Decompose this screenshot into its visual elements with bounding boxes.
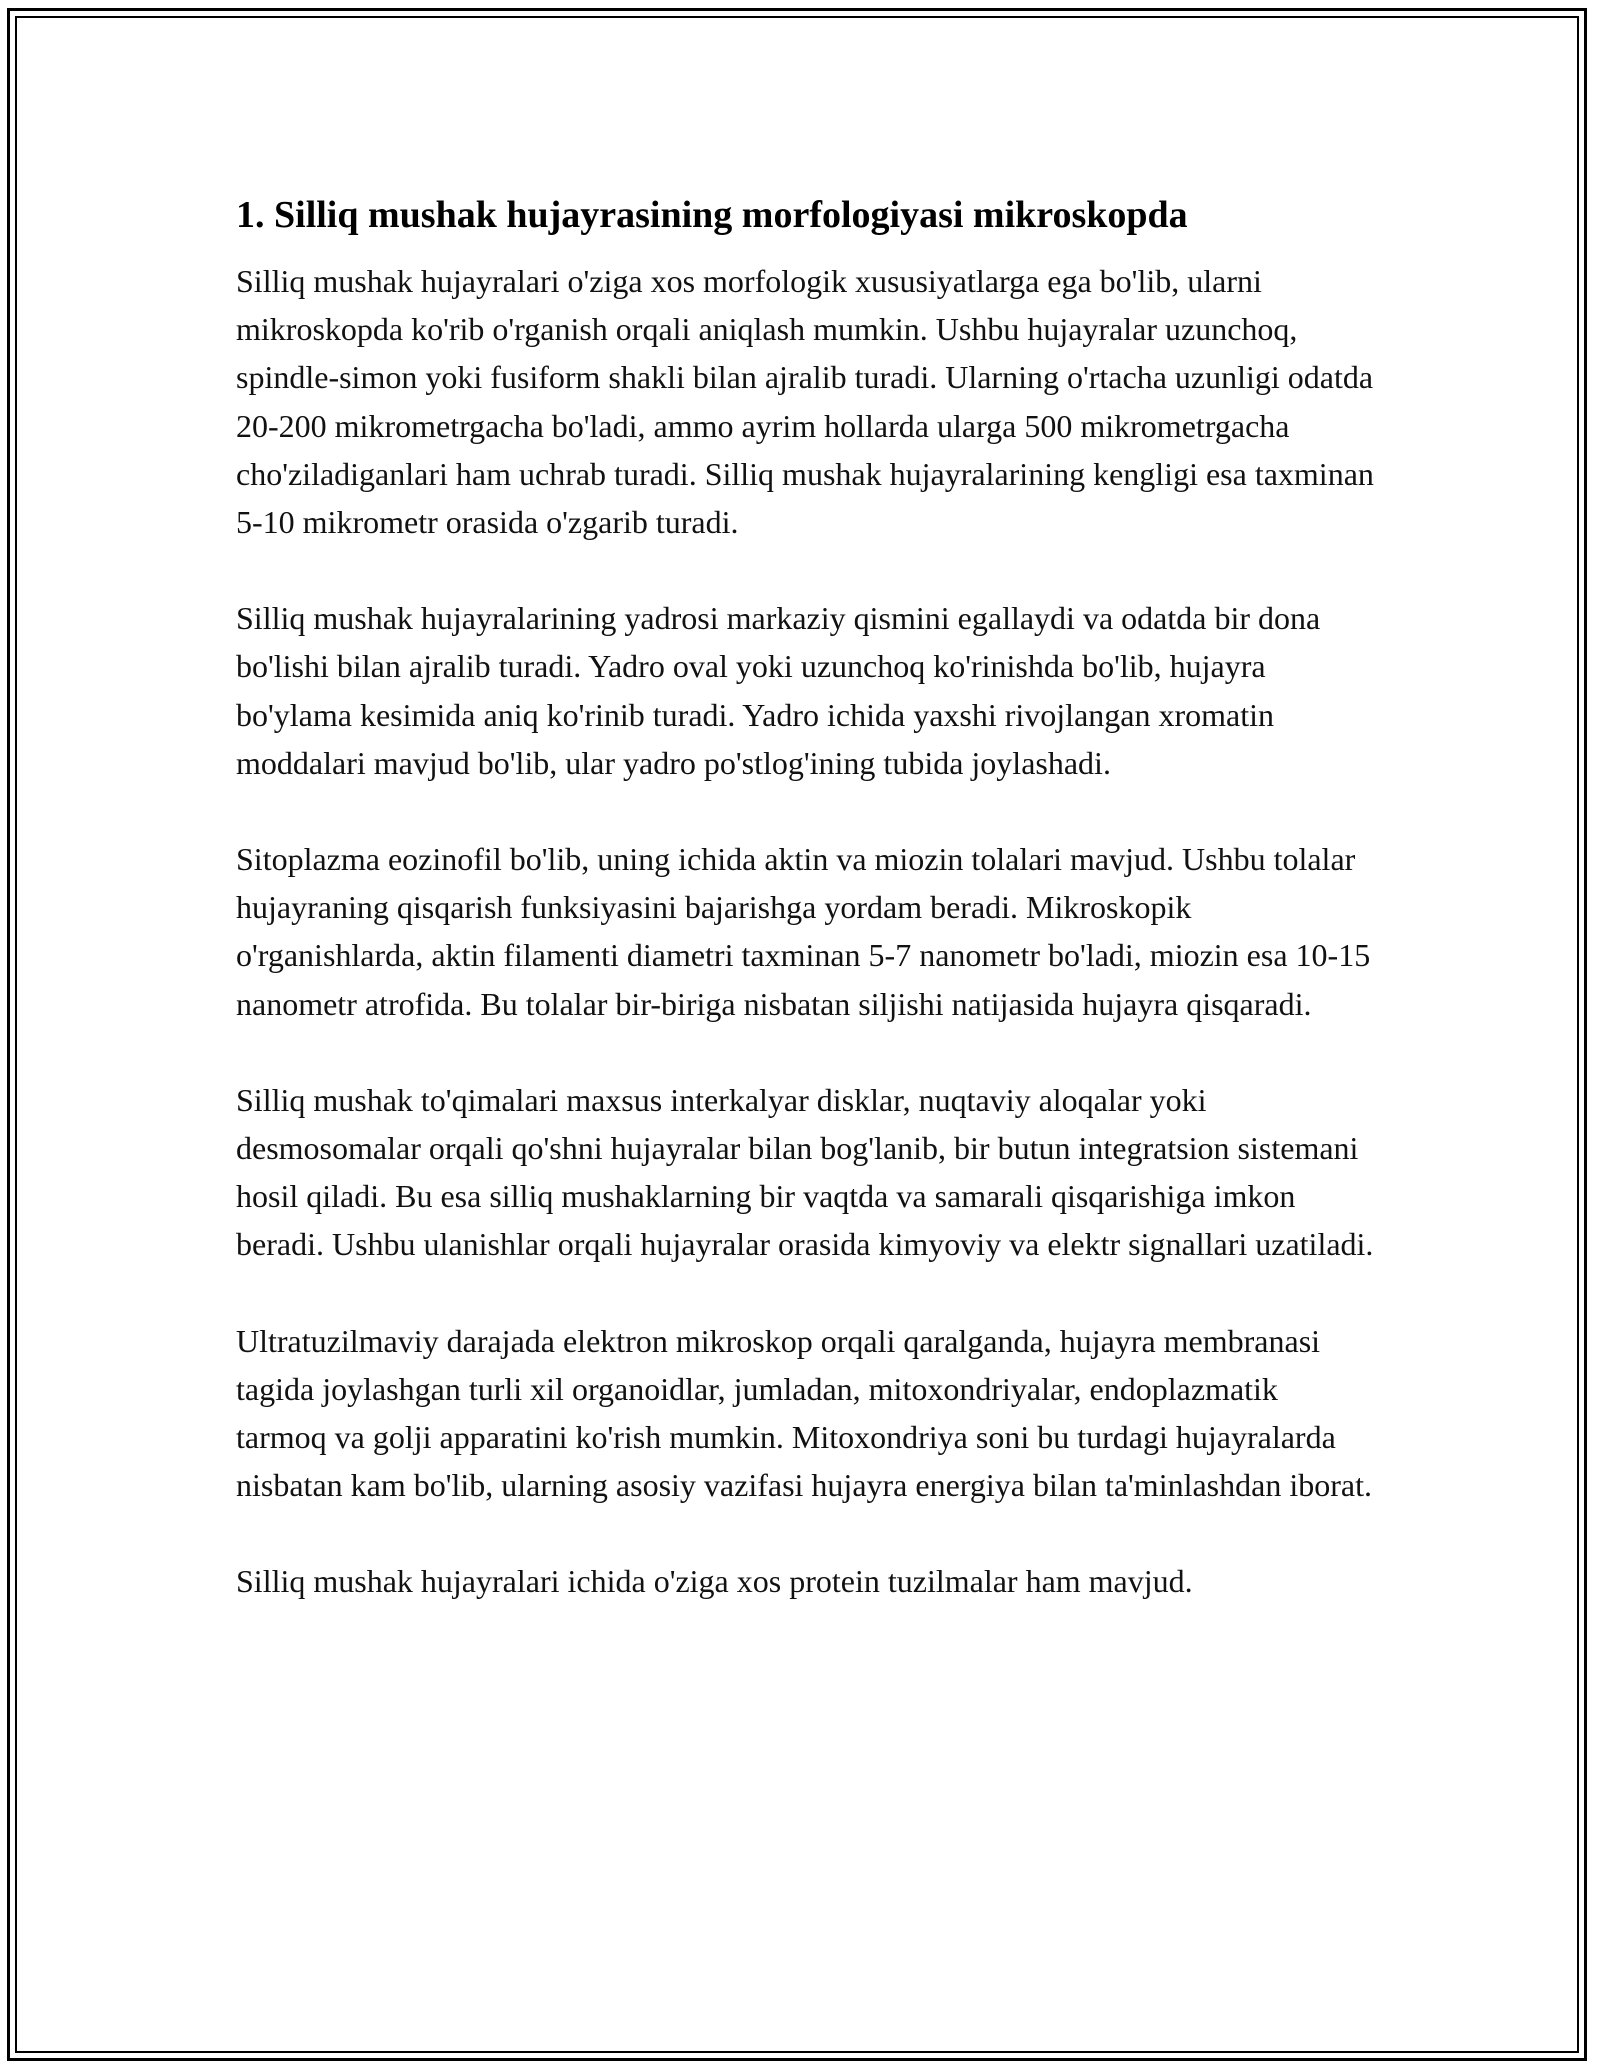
paragraph-cytoplasm: Sitoplazma eozinofil bo'lib, uning ichida aktin va miozin tolalari mavjud. Ushbu tolalar hujayraning qisqarish funksiyasini bajarishga yordam beradi. Mikroskopik o'rganishlarda, aktin filamenti diametri taxminan 5-7 nanometr bo'ladi, miozin esa 10-15 nanometr atrofida. Bu tolalar bir-biriga nisbatan siljishi natijasida hujayra qisqaradi. [236,841,1371,1022]
paragraph-ultrastructure: Ultratuzilmaviy darajada elektron mikroskop orqali qaralganda, hujayra membranasi tagida joylashgan turli xil organoidlar, jumladan, mitoxondriyalar, endoplazmatik tarmoq va golji apparatini ko'rish mumkin. Mitoxondriya soni bu turdagi hujayralarda nisbatan kam bo'lib, ularning asosiy vazifasi hujayra energiya bilan ta'minlashdan iborat. [236,1322,1372,1504]
paragraph-junctions: Silliq mushak to'qimalari maxsus interkalyar disklar, nuqtaviy aloqalar yoki desmosomalar orqali qo'shni hujayralar bilan bog'lanib, bir butun integratsion sistemani hosil qiladi. Bu esa silliq mushaklarning bir vaqtda va samarali qisqarishiga imkon beradi. Ushbu ulanishlar orqali hujayralar orasida kimyoviy va elektr signallari uzatiladi. [236,1081,1374,1263]
paragraph-proteins: Silliq mushak hujayralari ichida o'ziga xos protein tuzilmalar ham mavjud. [236,1563,1193,1600]
section-heading: 1. Silliq mushak hujayrasining morfologiyasi mikroskopda [236,194,1188,236]
paragraph-nucleus: Silliq mushak hujayralarining yadrosi markaziy qismini egallaydi va odatda bir dona bo'lishi bilan ajralib turadi. Yadro oval yoki uzunchoq ko'rinishda bo'lib, hujayra bo'ylama kesimida aniq ko'rinib turadi. Yadro ichida yaxshi rivojlangan xromatin moddalari mavjud bo'lib, ular yadro po'stlog'ining tubida joylashadi. [236,600,1321,781]
document-body [236,190,1376,1606]
paragraph-morphology: Silliq mushak hujayralari o'ziga xos morfologik xususiyatlarga ega bo'lib, ularni mikroskopda ko'rib o'rganish orqali aniqlash mumkin. Ushbu hujayralar uzunchoq, spindle-simon yoki fusiform shakli bilan ajralib turadi. Ularning o'rtacha uzunligi odatda 20-200 mikrometrgacha bo'ladi, ammo ayrim hollarda ularga 500 mikrometrgacha cho'ziladiganlari ham uchrab turadi. Silliq mushak hujayralarining kengligi esa taxminan 5-10 mikrometr orasida o'zgarib turadi. [236,263,1374,541]
